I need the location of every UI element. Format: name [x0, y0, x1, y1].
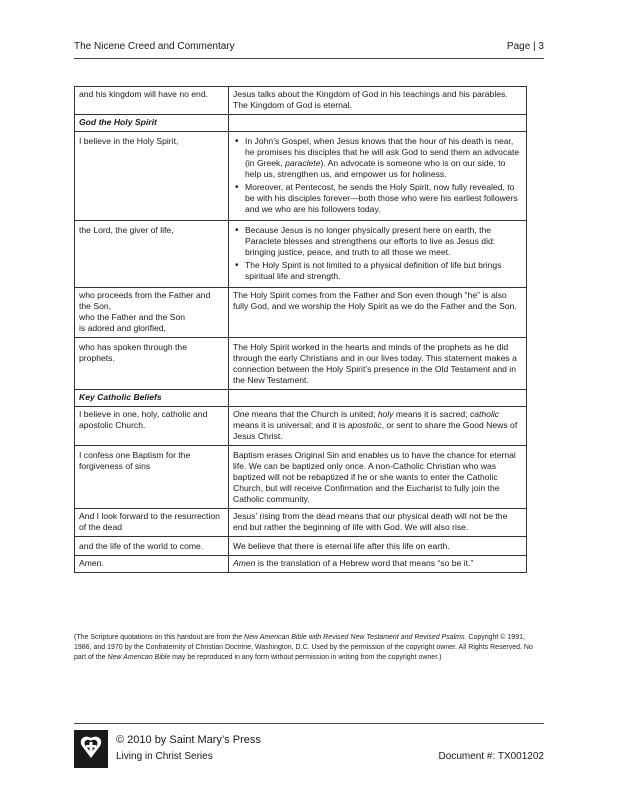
table-row [75, 221, 527, 288]
page-header [74, 41, 544, 57]
document-title: The Nicene Creed and Commentary [74, 41, 235, 52]
bullet-item: • Because Jesus is no longer physically present here on earth, the Paraclete blesses and strengthens our efforts to live as Jesus did: bringing justice, peace, and truth to all those we meet. [245, 225, 522, 258]
table-row [75, 509, 527, 537]
commentary-text: Jesus talks about the Kingdom of God in his teachings and his parables. The Kingdom of God is eternal. [229, 87, 527, 115]
table-row [75, 87, 527, 115]
creed-text: and his kingdom will have no end. [75, 87, 229, 115]
page-number: Page | 3 [506, 41, 544, 52]
creed-text: And I look forward to the resurrection of the dead [75, 509, 229, 537]
section-heading: God the Holy Spirit [75, 115, 229, 132]
commentary-text: Baptism erases Original Sin and enables us to have the chance for eternal life. We can be baptized only once. A non-Catholic Christian who was baptized will not be rebaptized if he or she wants to enter the Catholic Church, but will receive Confirmation and the Eucharist to fully join the Catholic community. [229, 446, 527, 509]
header-divider [74, 58, 544, 59]
table-row [75, 338, 527, 390]
table-row [75, 132, 527, 221]
creed-text: who proceeds from the Father and the Son, who the Father and the Son is adored and glorified, [75, 288, 229, 338]
table-row [75, 556, 527, 573]
section-heading-row [75, 390, 527, 407]
commentary-cell [229, 132, 527, 221]
section-heading: Key Catholic Beliefs [75, 390, 229, 407]
table-row [75, 288, 527, 338]
creed-text: and the life of the world to come. [75, 537, 229, 556]
bullet-item: • In John’s Gospel, when Jesus knows that the hour of his death is near, he promises his disciples that he will ask God to send them an advocate (in Greek, paraclete). An advocate is someone who is on our side, to help us, strengthen us, and empower us for holiness. [245, 136, 522, 180]
creed-text: the Lord, the giver of life, [75, 221, 229, 288]
commentary-text: The Holy Spirit worked in the hearts and minds of the prophets as he did through the early Christians and in our lives today. This statement makes a connection between the Holy Spirit’s presence in the Old Testament and in the New Testament. [229, 338, 527, 390]
creed-text: I believe in the Holy Spirit, [75, 132, 229, 221]
document-number: Document #: TX001202 [438, 751, 544, 762]
bullet-item: • Moreover, at Pentecost, he sends the Holy Spirit, now fully revealed, to be with his disciples forever—both those who were his earliest followers and we who are his followers today. [245, 182, 522, 215]
creed-text: Amen. [75, 556, 229, 573]
table-row [75, 537, 527, 556]
creed-text: I confess one Baptism for the forgiveness of sins [75, 446, 229, 509]
section-heading-row [75, 115, 527, 132]
commentary-text: Jesus’ rising from the dead means that our physical death will not be the end but rather the beginning of life with God. We will also rise. [229, 509, 527, 537]
saint-marys-press-logo-icon [74, 730, 108, 768]
copyright-line: © 2010 by Saint Mary’s Press [116, 734, 261, 746]
creed-text: who has spoken through the prophets. [75, 338, 229, 390]
creed-table [74, 86, 527, 573]
table-row [75, 446, 527, 509]
commentary-cell [229, 221, 527, 288]
bullet-item: • The Holy Spirit is not limited to a physical definition of life but brings spiritual life and strength. [245, 260, 522, 282]
commentary-text: Amen is the translation of a Hebrew word that means “so be it.” [229, 556, 527, 573]
commentary-text: The Holy Spirit comes from the Father and Son even though “he” is also fully God, and we worship the Holy Spirit as we do the Father and the Son. [229, 288, 527, 338]
creed-text: I believe in one, holy, catholic and apostolic Church. [75, 407, 229, 446]
commentary-text: We believe that there is eternal life after this life on earth. [229, 537, 527, 556]
series-name: Living in Christ Series [116, 751, 213, 762]
footer-divider [74, 723, 544, 724]
table-row [75, 407, 527, 446]
commentary-text: One means that the Church is united; holy means it is sacred; catholic means it is universal; and it is apostolic, or sent to share the Good News of Jesus Christ. [229, 407, 527, 446]
copyright-footnote: (The Scripture quotations on this handout are from the New American Bible with Revised New Testament and Revised Psalms. Copyright © 1991, 1986, and 1970 by the Confraternity of Christian Doctrine, Washington, D.C. Used by the permission of the copyright owner. All Rights Reserved. No part of the New American Bible may be reproduced in any form without permission in writing from the copyright owner.) [74, 634, 533, 661]
